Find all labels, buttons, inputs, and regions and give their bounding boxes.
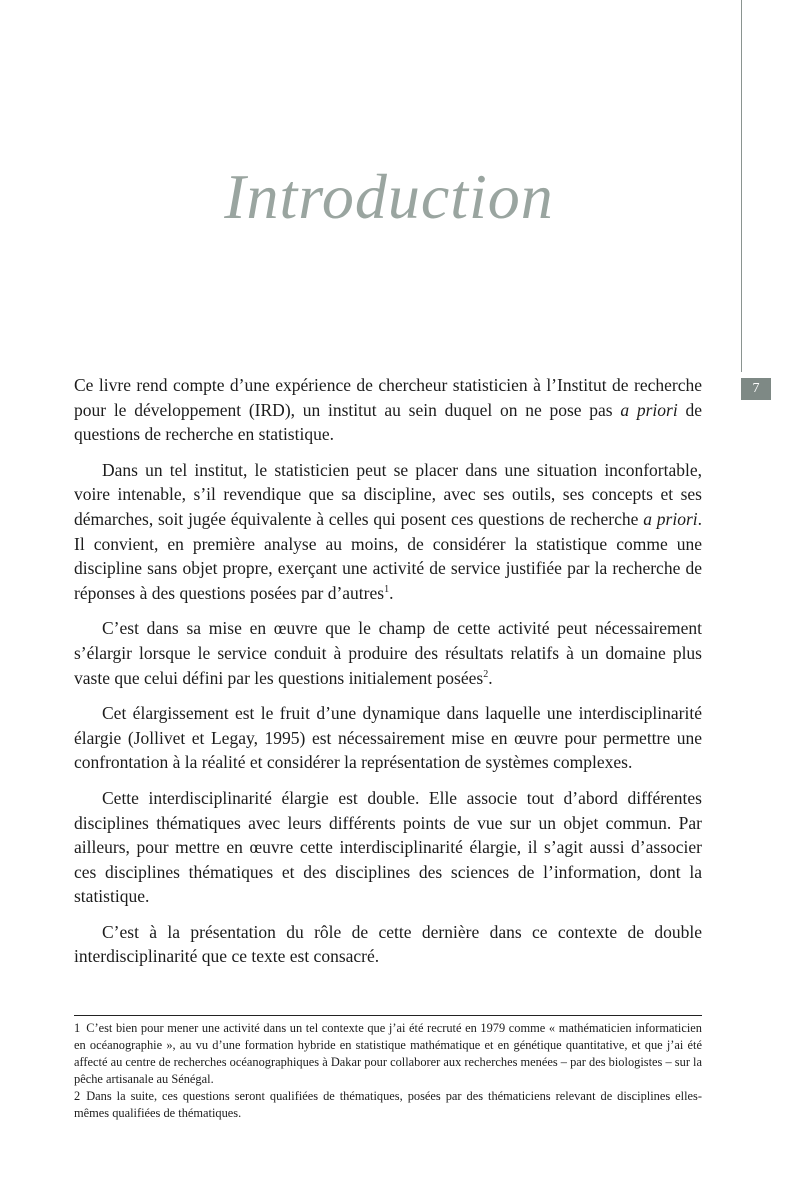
paragraph-2 xyxy=(74,458,702,606)
footnote-2 xyxy=(74,1088,702,1122)
footnote-ref-2[interactable]: 2 xyxy=(483,668,489,680)
paragraph-2-emphasis: a priori xyxy=(643,508,698,529)
footnotes xyxy=(74,1020,702,1122)
paragraph-6: C’est à la présentation du rôle de cette dernière dans ce contexte de double interdisciplinarité que ce texte est consacré. xyxy=(74,921,702,967)
footnote-2-text: Dans la suite, ces questions seront qualifiées de thématiques, posées par des thématiciens relevant de disciplines elles-mêmes qualifiées de thématiques. xyxy=(74,1089,702,1120)
paragraph-1-text: Ce livre rend compte d’une expérience de chercheur statisticien à l’Institut de recherche pour le développement (IRD), un institut au sein duquel on ne pose pas xyxy=(74,375,702,420)
page-number: 7 xyxy=(741,378,771,400)
paragraph-2-text-end: . xyxy=(389,582,394,603)
paragraph-3-text: C’est dans sa mise en œuvre que le champ de cette activité peut nécessairement s’élargir lorsque le service conduit à produire des résultats relatifs à un domaine plus vaste que celui défini par les questions initialement posées xyxy=(74,618,702,688)
body-text xyxy=(74,373,702,980)
footnote-1 xyxy=(74,1020,702,1088)
paragraph-3-text-end: . xyxy=(488,667,493,688)
paragraph-2-text-mid: . Il convient, en première analyse au moins, de considérer la statistique comme une discipline sans objet propre, exerçant une activité de service justifiée par la recherche de réponses à des questions posées par d’autres xyxy=(74,508,702,603)
footnote-1-number: 1 xyxy=(74,1021,81,1035)
paragraph-1-text-end: de questions de recherche en statistique. xyxy=(74,399,702,445)
footnote-2-number: 2 xyxy=(74,1089,81,1103)
footnote-divider xyxy=(74,1015,702,1016)
paragraph-4: Cet élargissement est le fruit d’une dynamique dans laquelle une interdisciplinarité élargie (Jollivet et Legay, 1995) est nécessairement mise en œuvre pour permettre une confrontation à la réalité et considérer la représentation de systèmes complexes. xyxy=(74,703,702,773)
paragraph-1 xyxy=(74,373,702,447)
chapter-title: Introduction xyxy=(224,161,554,232)
footnote-ref-1[interactable]: 1 xyxy=(384,583,390,595)
paragraph-3 xyxy=(74,616,702,690)
paragraph-5: Cette interdisciplinarité élargie est double. Elle associe tout d’abord différentes disciplines thématiques avec leurs différents points de vue sur un objet commun. Par ailleurs, pour mettre en œuvre cette interdisciplinarité élargie, il s’agit aussi d’associer ces disciplines thématiques et des disciplines des sciences de l’information, dont la statistique. xyxy=(74,787,702,907)
footnote-1-text: C’est bien pour mener une activité dans un tel contexte que j’ai été recruté en 1979 comme « mathématicien informaticien en océanographie », au vu d’une formation hybride en statistique mathématique et en génétique quantitative, et que j’ai été affecté au centre de recherches océanographiques à Dakar pour collaborer aux recherches menées – par des biologistes – sur la pêche artisanale au Sénégal. xyxy=(74,1021,702,1086)
paragraph-1-emphasis: a priori xyxy=(620,399,678,420)
paragraph-2-text: Dans un tel institut, le statisticien peut se placer dans une situation inconfortable, voire intenable, s’il revendique que sa discipline, avec ses outils, ses concepts et ses démarches, soit jugée équivalente à celles qui posent ces questions de recherche xyxy=(74,459,702,529)
